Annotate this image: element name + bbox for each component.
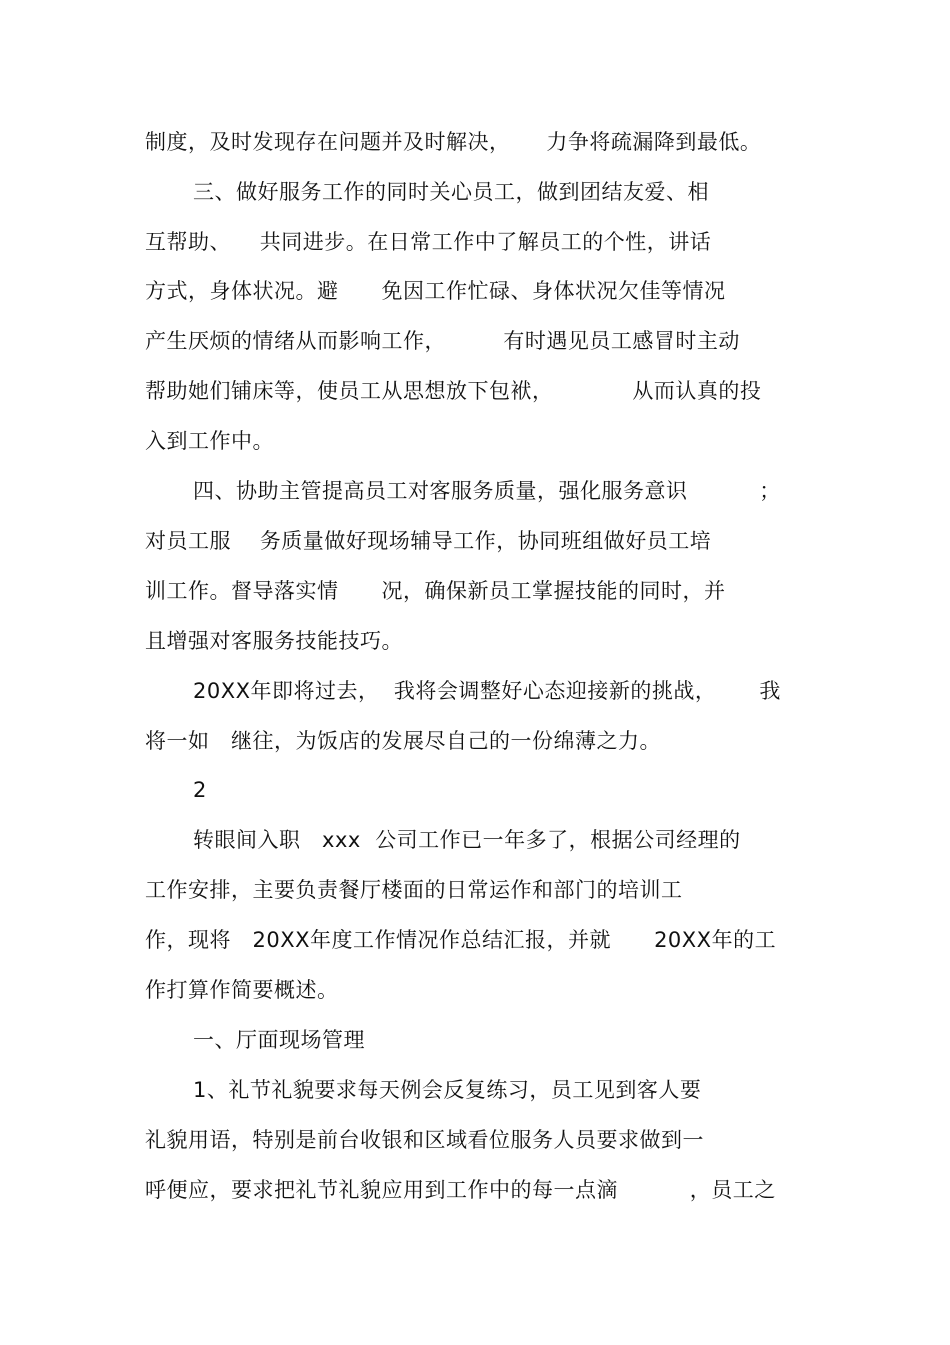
text-line: 1、礼节礼貌要求每天例会反复练习，员工见到客人要 [193, 1078, 702, 1102]
text-line: 且增强对客服务技能技巧。 [145, 629, 403, 653]
text-line: 作打算作简要概述。 [145, 978, 339, 1002]
text-line: 帮助她们铺床等，使员工从思想放下包袱， 从而认真的投 [145, 379, 762, 403]
text-line: 将一如 继往，为饭店的发展尽自己的一份绵薄之力。 [145, 729, 662, 753]
text-line: 礼貌用语，特别是前台收银和区域看位服务人员要求做到一 [145, 1128, 704, 1152]
text-line: 制度，及时发现存在问题并及时解决， 力争将疏漏降到最低。 [145, 130, 762, 154]
text-line: 方式，身体状况。避 免因工作忙碌、身体状况欠佳等情况 [145, 279, 726, 303]
section-heading: 一、厅面现场管理 [193, 1028, 365, 1052]
section-number: 2 [193, 778, 207, 802]
text-line: 产生厌烦的情绪从而影响工作， 有时遇见员工感冒时主动 [145, 329, 740, 353]
text-line: 转眼间入职 xxx 公司工作已一年多了，根据公司经理的 [193, 828, 741, 852]
text-line: 20XX年即将过去， 我将会调整好心态迎接新的挑战， 我 [193, 679, 781, 703]
text-line: 作，现将 20XX年度工作情况作总结汇报，并就 20XX年的工 [145, 928, 777, 952]
text-line: 四、协助主管提高员工对客服务质量，强化服务意识 ； [193, 479, 781, 503]
text-line: 训工作。督导落实情 况，确保新员工掌握技能的同时，并 [145, 579, 726, 603]
text-line: 工作安排，主要负责餐厅楼面的日常运作和部门的培训工 [145, 878, 683, 902]
text-line: 入到工作中。 [145, 429, 274, 453]
text-line: 呼便应，要求把礼节礼貌应用到工作中的每一点滴 ，员工之 [145, 1178, 776, 1202]
text-line: 对员工服 务质量做好现场辅导工作，协同班组做好员工培 [145, 529, 712, 553]
text-line: 互帮助、 共同进步。在日常工作中了解员工的个性，讲话 [145, 230, 712, 254]
text-line: 三、做好服务工作的同时关心员工，做到团结友爱、相 [193, 180, 709, 204]
